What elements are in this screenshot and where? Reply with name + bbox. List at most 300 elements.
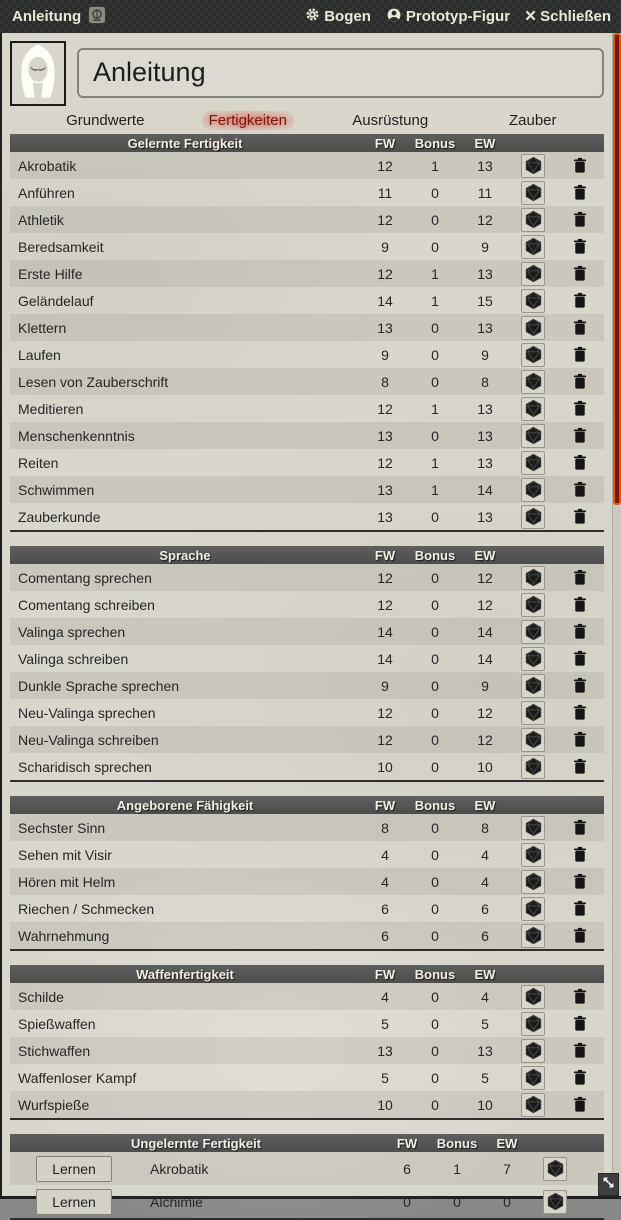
skill-fw-value: 12	[377, 569, 393, 586]
trash-icon	[573, 292, 587, 309]
skill-bonus-value: 1	[431, 481, 439, 498]
skill-name: Laufen	[18, 346, 61, 363]
skill-ew-value: 13	[477, 1042, 493, 1059]
d20-die-icon	[524, 1014, 543, 1033]
roll-die-button[interactable]	[521, 262, 545, 286]
skill-ew-value: 13	[477, 157, 493, 174]
delete-button[interactable]	[573, 650, 587, 667]
skill-row	[10, 476, 604, 503]
skill-bonus-value: 0	[431, 900, 439, 917]
trash-icon	[573, 346, 587, 363]
skill-ew-value: 7	[503, 1160, 511, 1177]
skill-fw-value: 9	[381, 238, 389, 255]
hooded-figure-icon	[13, 41, 63, 106]
skill-ew-value: 9	[481, 677, 489, 694]
d20-die-icon	[524, 426, 543, 445]
roll-die-button[interactable]	[543, 1157, 567, 1181]
roll-die-button[interactable]	[521, 897, 545, 921]
sheet-button[interactable]	[305, 7, 371, 26]
roll-die-button[interactable]	[521, 620, 545, 644]
skill-fw-value: 13	[377, 319, 393, 336]
d20-die-icon	[524, 568, 543, 587]
d20-die-icon	[546, 1192, 565, 1211]
skill-name: Menschenkenntnis	[18, 427, 135, 444]
trash-icon	[573, 873, 587, 890]
trash-icon	[573, 704, 587, 721]
skill-name: Sechster Sinn	[18, 819, 106, 836]
character-name-input[interactable]	[77, 48, 604, 98]
d20-die-icon	[524, 1068, 543, 1087]
skill-bonus-value: 0	[431, 596, 439, 613]
roll-die-button[interactable]	[521, 289, 545, 313]
skill-row	[10, 1010, 604, 1037]
skill-ew-value: 4	[481, 873, 489, 890]
d20-die-icon	[524, 926, 543, 945]
column-header: Bonus	[436, 1135, 478, 1151]
delete-button[interactable]	[573, 596, 587, 613]
skill-name: Hören mit Helm	[18, 873, 116, 890]
roll-die-button[interactable]	[521, 505, 545, 529]
roll-die-button[interactable]	[521, 1039, 545, 1063]
trash-icon	[573, 319, 587, 336]
roll-die-button[interactable]	[521, 1066, 545, 1090]
skill-fw-value: 12	[377, 400, 393, 417]
skill-row	[10, 1152, 604, 1185]
skill-bonus-value: 1	[431, 292, 439, 309]
skill-bonus-value: 0	[431, 731, 439, 748]
skill-name: Neu-Valinga sprechen	[18, 704, 156, 721]
section-title: Gelernte Fertigkeit	[127, 135, 243, 151]
roll-die-button[interactable]	[521, 674, 545, 698]
sections	[10, 134, 604, 1220]
trash-icon	[573, 400, 587, 417]
roll-die-button[interactable]	[521, 343, 545, 367]
delete-button[interactable]	[573, 400, 587, 417]
roll-die-button[interactable]	[543, 1190, 567, 1214]
roll-die-button[interactable]	[521, 478, 545, 502]
roll-die-button[interactable]	[521, 181, 545, 205]
d20-die-icon	[524, 1095, 543, 1114]
window-title: Anleitung	[12, 8, 82, 25]
trash-icon	[573, 265, 587, 282]
roll-die-button[interactable]	[521, 647, 545, 671]
skill-bonus-value: 0	[431, 1015, 439, 1032]
skill-bonus-value: 0	[431, 508, 439, 525]
trash-icon	[573, 373, 587, 390]
skill-row	[10, 1037, 604, 1064]
column-header: EW	[474, 797, 496, 813]
skill-fw-value: 12	[377, 704, 393, 721]
delete-button[interactable]	[573, 211, 587, 228]
skill-section	[10, 134, 604, 532]
delete-button[interactable]	[573, 988, 587, 1005]
trash-icon	[573, 184, 587, 201]
delete-button[interactable]	[573, 1042, 587, 1059]
roll-die-button[interactable]	[521, 566, 545, 590]
gear-icon	[305, 7, 320, 26]
skill-bonus-value: 0	[431, 319, 439, 336]
learn-button[interactable]: Lernen	[36, 1156, 112, 1182]
skill-name: Beredsamkeit	[18, 238, 104, 255]
skill-section	[10, 1134, 604, 1220]
delete-button[interactable]	[573, 873, 587, 890]
delete-button[interactable]	[573, 292, 587, 309]
skill-name: Athletik	[18, 211, 64, 228]
tab-ausruestung[interactable]: Ausrüstung	[352, 112, 429, 129]
skill-fw-value: 9	[381, 346, 389, 363]
skill-ew-value: 11	[477, 184, 493, 201]
section-rows	[10, 983, 604, 1118]
scrollbar-thumb[interactable]	[613, 33, 621, 505]
skill-row	[10, 314, 604, 341]
skill-name: Reiten	[18, 454, 59, 471]
delete-button[interactable]	[573, 731, 587, 748]
d20-die-icon	[524, 845, 543, 864]
tab-fertigkeiten[interactable]: Fertigkeiten	[177, 112, 320, 129]
section-header	[10, 546, 604, 564]
skill-name: Schwimmen	[18, 481, 95, 498]
d20-die-icon	[524, 595, 543, 614]
skill-fw-value: 4	[381, 873, 389, 890]
trash-icon	[573, 1015, 587, 1032]
d20-die-icon	[524, 291, 543, 310]
trash-icon	[573, 846, 587, 863]
skill-name: Comentang sprechen	[18, 569, 152, 586]
skill-name: Lesen von Zauberschrift	[18, 373, 169, 390]
skill-row	[10, 699, 604, 726]
roll-die-button[interactable]	[521, 870, 545, 894]
skill-fw-value: 13	[377, 1042, 393, 1059]
skill-row	[10, 983, 604, 1010]
delete-button[interactable]	[573, 569, 587, 586]
delete-button[interactable]	[573, 900, 587, 917]
delete-button[interactable]	[573, 481, 587, 498]
skill-row	[10, 368, 604, 395]
skill-fw-value: 6	[403, 1160, 411, 1177]
sheet-button-label: Bogen	[324, 8, 371, 25]
skill-ew-value: 12	[477, 596, 493, 613]
skill-ew-value: 5	[481, 1015, 489, 1032]
roll-die-button[interactable]	[521, 728, 545, 752]
skill-name: Akrobatik	[18, 157, 77, 174]
skill-ew-value: 13	[477, 427, 493, 444]
delete-button[interactable]	[573, 1069, 587, 1086]
skill-fw-value: 4	[381, 846, 389, 863]
delete-button[interactable]	[573, 927, 587, 944]
skill-name: Akrobatik	[150, 1160, 209, 1177]
roll-die-button[interactable]	[521, 208, 545, 232]
skill-name: Erste Hilfe	[18, 265, 83, 282]
skill-fw-value: 0	[403, 1193, 411, 1210]
delete-button[interactable]	[573, 1096, 587, 1113]
skill-ew-value: 8	[481, 373, 489, 390]
d20-die-icon	[524, 987, 543, 1006]
skill-section	[10, 546, 604, 782]
person-icon	[386, 7, 402, 27]
skill-row	[10, 233, 604, 260]
learn-button[interactable]: Lernen	[36, 1189, 112, 1215]
roll-die-button[interactable]	[521, 843, 545, 867]
skill-name: Riechen / Schmecken	[18, 900, 155, 917]
skill-bonus-value: 0	[431, 184, 439, 201]
skill-fw-value: 4	[381, 988, 389, 1005]
roll-die-button[interactable]	[521, 370, 545, 394]
d20-die-icon	[524, 453, 543, 472]
skill-row	[10, 1064, 604, 1091]
section-rows	[10, 152, 604, 530]
delete-button[interactable]	[573, 846, 587, 863]
skill-bonus-value: 0	[431, 927, 439, 944]
trash-icon	[573, 569, 587, 586]
close-button[interactable]	[525, 7, 611, 26]
skill-name: Anführen	[18, 184, 75, 201]
skill-row	[10, 395, 604, 422]
skill-row	[10, 503, 604, 530]
d20-die-icon	[524, 703, 543, 722]
column-header: Bonus	[414, 547, 456, 563]
d20-die-icon	[524, 676, 543, 695]
skill-bonus-value: 0	[431, 1096, 439, 1113]
skill-row	[10, 1185, 604, 1218]
d20-die-icon	[524, 237, 543, 256]
skill-ew-value: 12	[477, 569, 493, 586]
d20-die-icon	[524, 183, 543, 202]
d20-die-icon	[524, 318, 543, 337]
section-rows	[10, 1152, 604, 1218]
section-rows	[10, 564, 604, 780]
delete-button[interactable]	[573, 238, 587, 255]
character-header	[10, 40, 604, 106]
delete-button[interactable]	[573, 819, 587, 836]
skill-bonus-value: 0	[431, 238, 439, 255]
skill-name: Valinga schreiben	[18, 650, 129, 667]
tab-grundwerte[interactable]: Grundwerte	[66, 112, 145, 129]
skill-row	[10, 449, 604, 476]
roll-die-button[interactable]	[521, 701, 545, 725]
skill-name: Stichwaffen	[18, 1042, 91, 1059]
skill-ew-value: 13	[477, 265, 493, 282]
skill-fw-value: 11	[377, 184, 393, 201]
column-header: EW	[496, 1135, 518, 1151]
d20-die-icon	[524, 757, 543, 776]
skill-ew-value: 14	[477, 623, 493, 640]
section-title: Ungelernte Fertigkeit	[130, 1135, 262, 1151]
skill-fw-value: 12	[377, 211, 393, 228]
roll-die-button[interactable]	[521, 593, 545, 617]
skill-bonus-value: 0	[431, 988, 439, 1005]
delete-button[interactable]	[573, 454, 587, 471]
skill-fw-value: 10	[377, 758, 393, 775]
trash-icon	[573, 731, 587, 748]
roll-die-button[interactable]	[521, 424, 545, 448]
roll-die-button[interactable]	[521, 1012, 545, 1036]
section-rows	[10, 814, 604, 949]
trash-icon	[573, 1096, 587, 1113]
delete-button[interactable]	[573, 1015, 587, 1032]
delete-button[interactable]	[573, 265, 587, 282]
column-header: Bonus	[414, 966, 456, 982]
roll-die-button[interactable]	[521, 985, 545, 1009]
skill-fw-value: 6	[381, 927, 389, 944]
skill-section	[10, 965, 604, 1120]
skill-ew-value: 13	[477, 319, 493, 336]
skill-name: Waffenloser Kampf	[18, 1069, 137, 1086]
roll-die-button[interactable]	[521, 316, 545, 340]
skill-fw-value: 6	[381, 900, 389, 917]
skill-fw-value: 5	[381, 1069, 389, 1086]
column-header: FW	[374, 966, 396, 982]
delete-button[interactable]	[573, 373, 587, 390]
trash-icon	[573, 157, 587, 174]
skill-ew-value: 10	[477, 758, 493, 775]
skill-row	[10, 814, 604, 841]
skill-ew-value: 0	[503, 1193, 511, 1210]
skill-bonus-value: 1	[431, 400, 439, 417]
trash-icon	[573, 427, 587, 444]
portrait-badge-icon[interactable]	[88, 6, 106, 28]
skill-name: Wahrnehmung	[18, 927, 110, 944]
roll-die-button[interactable]	[521, 235, 545, 259]
close-button-label: Schließen	[540, 8, 611, 25]
resize-handle[interactable]	[598, 1173, 619, 1196]
roll-die-button[interactable]	[521, 755, 545, 779]
trash-icon	[573, 819, 587, 836]
d20-die-icon	[524, 480, 543, 499]
d20-die-icon	[524, 372, 543, 391]
skill-row	[10, 1091, 604, 1118]
skill-bonus-value: 0	[431, 1042, 439, 1059]
skill-ew-value: 4	[481, 988, 489, 1005]
trash-icon	[573, 596, 587, 613]
roll-die-button[interactable]	[521, 154, 545, 178]
skill-row	[10, 206, 604, 233]
delete-button[interactable]	[573, 758, 587, 775]
d20-die-icon	[524, 210, 543, 229]
section-header	[10, 1134, 604, 1152]
skill-name: Alchimie	[150, 1193, 203, 1210]
roll-die-button[interactable]	[521, 924, 545, 948]
skill-name: Geländelauf	[18, 292, 94, 309]
trash-icon	[573, 211, 587, 228]
skill-ew-value: 6	[481, 927, 489, 944]
delete-button[interactable]	[573, 319, 587, 336]
skill-ew-value: 10	[477, 1096, 493, 1113]
skill-bonus-value: 0	[431, 704, 439, 721]
delete-button[interactable]	[573, 184, 587, 201]
skill-bonus-value: 0	[431, 427, 439, 444]
delete-button[interactable]	[573, 346, 587, 363]
skill-name: Scharidisch sprechen	[18, 758, 152, 775]
skill-row	[10, 564, 604, 591]
skill-fw-value: 14	[377, 623, 393, 640]
skill-bonus-value: 0	[453, 1193, 461, 1210]
roll-die-button[interactable]	[521, 816, 545, 840]
skill-name: Valinga sprechen	[18, 623, 126, 640]
skill-fw-value: 13	[377, 427, 393, 444]
trash-icon	[573, 481, 587, 498]
trash-icon	[573, 988, 587, 1005]
skill-bonus-value: 0	[431, 677, 439, 694]
skill-ew-value: 5	[481, 1069, 489, 1086]
skill-name: Schilde	[18, 988, 64, 1005]
skill-bonus-value: 1	[431, 265, 439, 282]
roll-die-button[interactable]	[521, 451, 545, 475]
skill-bonus-value: 0	[431, 373, 439, 390]
skill-fw-value: 14	[377, 650, 393, 667]
roll-die-button[interactable]	[521, 397, 545, 421]
skill-ew-value: 13	[477, 454, 493, 471]
d20-die-icon	[524, 649, 543, 668]
skill-bonus-value: 0	[431, 846, 439, 863]
column-header: EW	[474, 547, 496, 563]
skill-name: Zauberkunde	[18, 508, 101, 525]
d20-die-icon	[524, 264, 543, 283]
scrollbar[interactable]	[612, 33, 621, 1196]
skill-ew-value: 9	[481, 346, 489, 363]
skill-row	[10, 618, 604, 645]
delete-button[interactable]	[573, 677, 587, 694]
skill-fw-value: 13	[377, 481, 393, 498]
section-title: Angeborene Fähigkeit	[116, 797, 254, 813]
trash-icon	[573, 650, 587, 667]
skill-bonus-value: 0	[431, 211, 439, 228]
prototype-figure-button[interactable]	[386, 7, 510, 27]
skill-fw-value: 12	[377, 454, 393, 471]
roll-die-button[interactable]	[521, 1093, 545, 1117]
skill-ew-value: 15	[477, 292, 493, 309]
delete-button[interactable]	[573, 427, 587, 444]
trash-icon	[573, 623, 587, 640]
column-header: FW	[374, 135, 396, 151]
delete-button[interactable]	[573, 508, 587, 525]
column-header: FW	[374, 797, 396, 813]
trash-icon	[573, 927, 587, 944]
character-portrait[interactable]	[10, 41, 66, 106]
skill-fw-value: 8	[381, 819, 389, 836]
skill-ew-value: 6	[481, 900, 489, 917]
d20-die-icon	[524, 156, 543, 175]
skill-row	[10, 591, 604, 618]
skill-fw-value: 12	[377, 157, 393, 174]
skill-fw-value: 8	[381, 373, 389, 390]
skill-row	[10, 841, 604, 868]
skill-bonus-value: 1	[453, 1160, 461, 1177]
skill-name: Neu-Valinga schreiben	[18, 731, 159, 748]
skill-name: Sehen mit Visir	[18, 846, 112, 863]
skill-row	[10, 726, 604, 753]
skill-name: Meditieren	[18, 400, 84, 417]
skill-ew-value: 12	[477, 211, 493, 228]
column-header: EW	[474, 135, 496, 151]
skill-bonus-value: 0	[431, 623, 439, 640]
column-header: FW	[374, 547, 396, 563]
skill-row	[10, 422, 604, 449]
skill-ew-value: 8	[481, 819, 489, 836]
skill-row	[10, 341, 604, 368]
section-title: Sprache	[159, 547, 211, 563]
skill-row	[10, 179, 604, 206]
tab-zauber[interactable]: Zauber	[508, 112, 557, 129]
delete-button[interactable]	[573, 704, 587, 721]
d20-die-icon	[524, 899, 543, 918]
delete-button[interactable]	[573, 623, 587, 640]
d20-die-icon	[546, 1159, 565, 1178]
column-header: EW	[474, 966, 496, 982]
column-header: Bonus	[414, 797, 456, 813]
column-header: FW	[396, 1135, 418, 1151]
delete-button[interactable]	[573, 157, 587, 174]
trash-icon	[573, 454, 587, 471]
